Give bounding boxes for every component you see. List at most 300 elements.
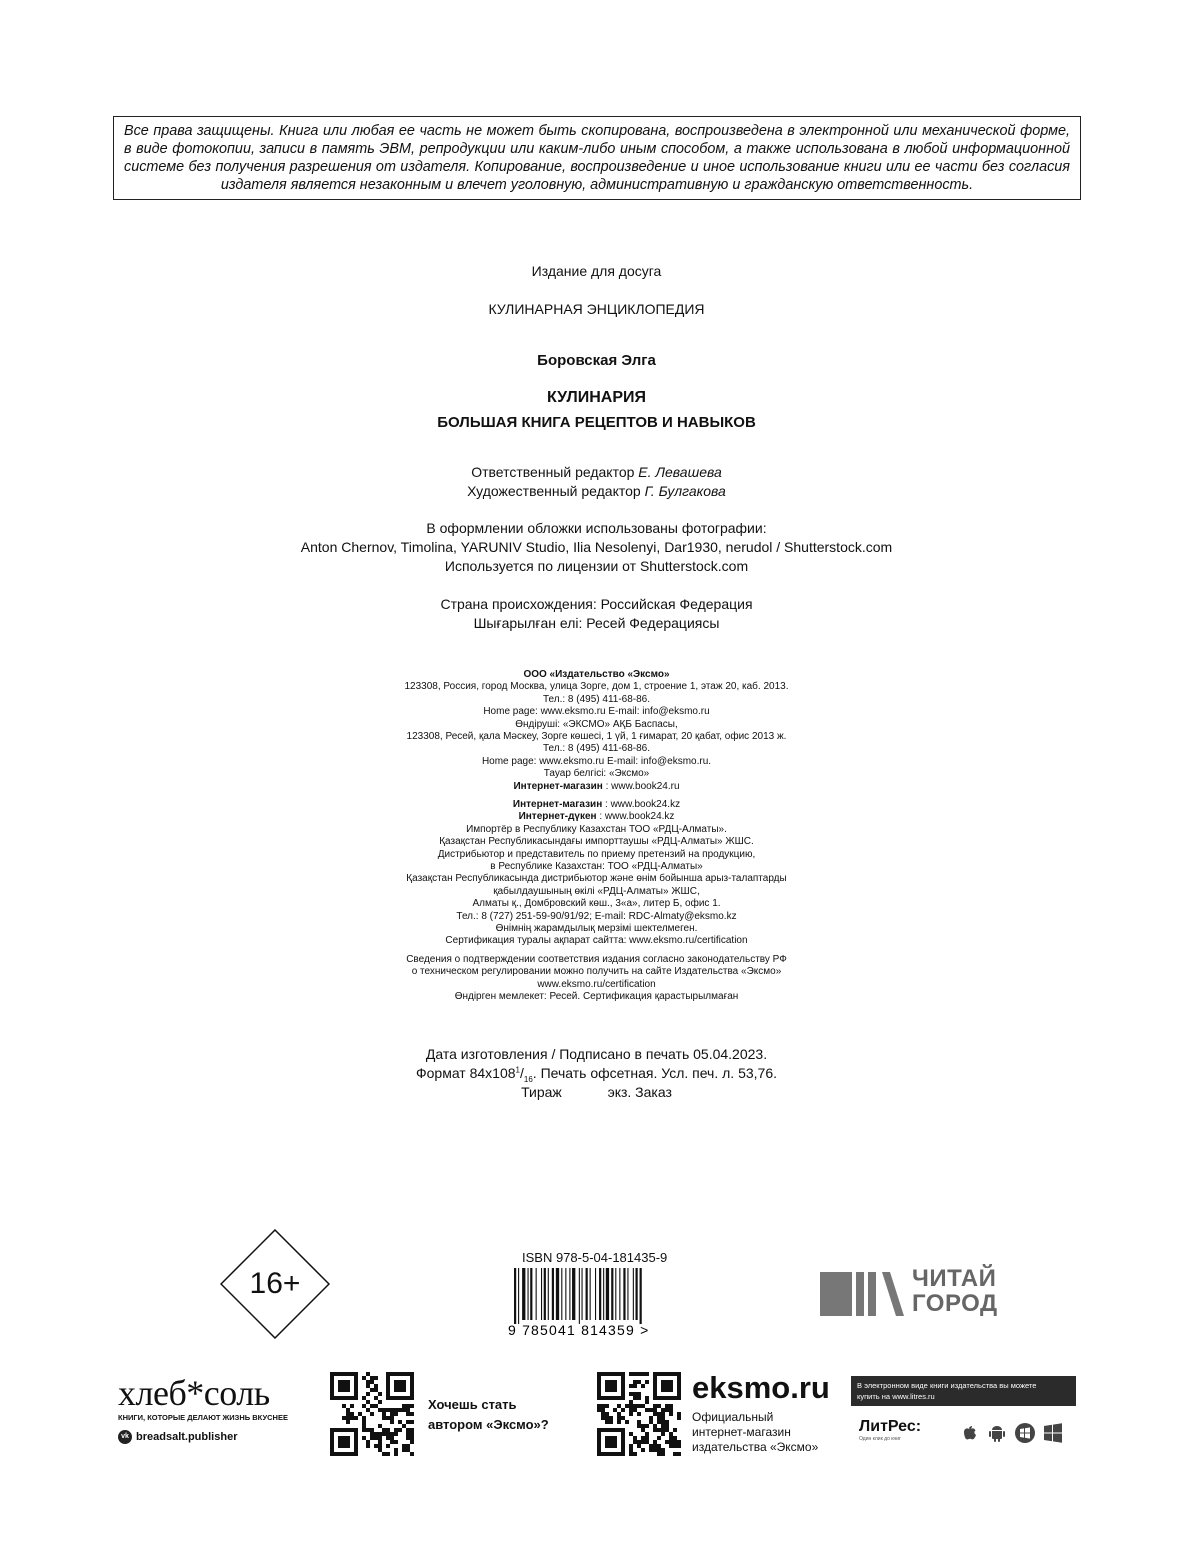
qr-module (661, 1448, 665, 1452)
qr-module (386, 1444, 390, 1448)
qr-module (665, 1424, 669, 1428)
qr-module (633, 1452, 637, 1456)
qr-module (370, 1436, 374, 1440)
edition-type: Издание для досуга (531, 263, 662, 279)
qr-module (657, 1444, 661, 1448)
qr-module (677, 1416, 681, 1420)
qr-module (410, 1420, 414, 1424)
publisher-line: Тел.: 8 (495) 411-68-86. (542, 743, 651, 755)
barcode-bar (561, 1268, 562, 1320)
qr-module (653, 1440, 657, 1444)
cover-photos-credits: Anton Chernov, Timolina, YARUNIV Studio, Ilia Nesolenyi, Dar1930, nerudol / Shutterstock.com (300, 539, 893, 555)
qr-module (390, 1436, 394, 1440)
hlebsol-tagline: КНИГИ, КОТОРЫЕ ДЕЛАЮТ ЖИЗНЬ ВКУСНЕЕ (118, 1413, 288, 1422)
publisher-line: в Республике Казахстан: ТОО «РДЦ-Алматы» (490, 861, 703, 872)
publisher-line: қабылдаушының өкілі «РДЦ-Алматы» ЖШС, (493, 885, 700, 897)
eksmo-store-line1: Официальный (692, 1410, 774, 1424)
qr-module (386, 1408, 390, 1412)
publisher-line: Дистрибьютор и представитель по приему претензий на продукцию, (437, 848, 756, 860)
origin-ru: Страна происхождения: Российская Федерация (440, 596, 753, 612)
qr-module (633, 1392, 637, 1396)
format-numerator: 1 (515, 1065, 520, 1075)
qr-module (665, 1428, 669, 1432)
litres-block (851, 1376, 1076, 1451)
qr-module (406, 1444, 410, 1448)
qr-module (661, 1416, 665, 1420)
qr-module (402, 1404, 406, 1408)
qr-module (657, 1428, 661, 1432)
qr-module (366, 1392, 370, 1396)
qr-code-author[interactable] (330, 1372, 414, 1456)
publisher-line-label: Интернет-магазин (512, 799, 603, 810)
qr-module (633, 1436, 637, 1440)
qr-module (601, 1408, 605, 1412)
cover-photos-heading: В оформлении обложки использованы фотографии: (426, 520, 767, 536)
qr-module (653, 1448, 657, 1452)
barcode-bar (640, 1268, 642, 1324)
qr-module (370, 1388, 374, 1392)
qr-module (410, 1412, 414, 1416)
publisher-line: Қазақстан Республикасында дистрибьютор және өнім бойынша арыз-талаптарды (406, 873, 787, 885)
qr-module (665, 1440, 669, 1444)
qr-module (637, 1444, 641, 1448)
qr-module (605, 1420, 609, 1424)
qr-module (633, 1408, 637, 1412)
qr-module (374, 1444, 378, 1448)
windows-phone-icon (1014, 1422, 1036, 1444)
qr-module (653, 1408, 657, 1412)
qr-module (394, 1432, 398, 1436)
art-editor (0, 483, 1193, 499)
barcode-bar (518, 1268, 519, 1324)
qr-module (629, 1452, 633, 1456)
barcode-bar (530, 1268, 532, 1320)
qr-module (350, 1412, 354, 1416)
qr-module (673, 1444, 677, 1448)
qr-module (390, 1412, 394, 1416)
qr-module (390, 1416, 394, 1420)
print-run-label: Тираж (521, 1084, 562, 1100)
qr-module (665, 1404, 669, 1408)
qr-module (617, 1416, 621, 1420)
qr-module (366, 1384, 370, 1388)
qr-module (641, 1424, 645, 1428)
eksmo-store-caption (692, 1410, 818, 1455)
art-editor-name: Г. Булгакова (644, 483, 726, 499)
author-promo-line1: Хочешь стать (428, 1397, 517, 1412)
book-subtitle: БОЛЬШАЯ КНИГА РЕЦЕПТОВ И НАВЫКОВ (437, 414, 756, 431)
qr-module (390, 1432, 394, 1436)
publisher-line-label: Интернет-дүкен (518, 811, 597, 823)
qr-module (637, 1420, 641, 1424)
qr-module (645, 1408, 649, 1412)
qr-module (637, 1412, 641, 1416)
publisher-line (0, 799, 1193, 811)
barcode-bar (615, 1268, 616, 1320)
qr-module (386, 1432, 390, 1436)
qr-module (406, 1404, 410, 1408)
series-name: КУЛИНАРНАЯ ЭНЦИКЛОПЕДИЯ (488, 301, 705, 317)
qr-module (669, 1436, 673, 1440)
qr-module (366, 1380, 370, 1384)
qr-module (366, 1444, 370, 1448)
author-promo-line2: автором «Эксмо»? (428, 1417, 549, 1432)
qr-module (386, 1436, 390, 1440)
qr-module (673, 1452, 677, 1456)
barcode-bar (544, 1268, 546, 1320)
qr-module (645, 1372, 649, 1376)
art-editor-label: Художественный редактор (467, 483, 641, 499)
qr-module (641, 1440, 645, 1444)
qr-module (406, 1428, 410, 1432)
qr-module (374, 1376, 378, 1380)
qr-finder (394, 1380, 406, 1392)
qr-finder (661, 1380, 673, 1392)
qr-module (629, 1412, 633, 1416)
qr-module (629, 1432, 633, 1436)
qr-module (601, 1404, 605, 1408)
qr-module (625, 1404, 629, 1408)
publisher-line: Home page: www.eksmo.ru E-mail: info@eksmo.ru (483, 706, 710, 718)
qr-module (394, 1412, 398, 1416)
windows-icon (1042, 1422, 1064, 1444)
qr-finder (338, 1436, 350, 1448)
qr-finder (338, 1380, 350, 1392)
qr-module (402, 1448, 406, 1452)
qr-module (366, 1408, 370, 1412)
qr-module (645, 1380, 649, 1384)
qr-module (354, 1416, 358, 1420)
barcode-bar (514, 1268, 516, 1324)
editor-label: Ответственный редактор (471, 464, 635, 480)
qr-module (350, 1416, 354, 1420)
publisher-line: Өнімнің жарамдылық мерзімі шектелмеген. (495, 923, 698, 934)
qr-finder (605, 1436, 617, 1448)
qr-module (629, 1372, 633, 1376)
qr-module (633, 1440, 637, 1444)
barcode-bar (536, 1268, 537, 1320)
eksmo-store-line2: интернет-магазин (692, 1425, 791, 1439)
publisher-line: о техническом регулировании можно получить на сайте Издательства «Эксмо» (411, 966, 782, 978)
author-name: Боровская Элга (537, 352, 656, 369)
qr-module (346, 1420, 350, 1424)
qr-module (657, 1416, 661, 1420)
qr-module (374, 1404, 378, 1408)
qr-module (677, 1412, 681, 1416)
print-format: Формат $84х108^1/_{16}$. Печать офсетная. Усл. печ. л. 53,76. (415, 1065, 777, 1084)
publisher-line: Сертификация туралы ақпарат сайтта: www.eksmo.ru/certification (445, 935, 748, 947)
age-rating-badge (220, 1229, 330, 1339)
publisher-line: 123308, Россия, город Москва, улица Зорге, дом 1, строение 1, этаж 20, каб. 2013. (404, 681, 789, 693)
qr-module (657, 1412, 661, 1416)
qr-module (633, 1384, 637, 1388)
publisher-line: Импортёр в Республику Казахстан ТОО «РДЦ-Алматы». (466, 823, 727, 835)
qr-module (641, 1448, 645, 1452)
qr-module (609, 1416, 613, 1420)
qr-module (366, 1428, 370, 1432)
qr-module (645, 1436, 649, 1440)
qr-module (366, 1400, 370, 1404)
qr-module (362, 1436, 366, 1440)
qr-module (665, 1408, 669, 1412)
eksmo-store-line3: издательства «Эксмо» (692, 1440, 819, 1454)
barcode-bar (569, 1268, 570, 1320)
qr-module (394, 1448, 398, 1452)
litres-notice-line2: купить на www.litres.ru (857, 1392, 935, 1401)
qr-module (669, 1440, 673, 1444)
qr-module (637, 1404, 641, 1408)
qr-module (362, 1428, 366, 1432)
qr-module (641, 1404, 645, 1408)
qr-module (342, 1416, 346, 1420)
chitai-gorod-logo (820, 1266, 1020, 1318)
qr-module (362, 1424, 366, 1428)
qr-code-eksmo-store[interactable] (597, 1372, 681, 1456)
qr-module (410, 1404, 414, 1408)
qr-module (370, 1404, 374, 1408)
qr-module (613, 1408, 617, 1412)
qr-module (625, 1420, 629, 1424)
qr-module (661, 1424, 665, 1428)
qr-module (402, 1408, 406, 1412)
publisher-line: Өндіруші: «ЭКСМО» АҚБ Баспасы, (515, 718, 678, 730)
publisher-line (0, 781, 1193, 793)
qr-module (653, 1412, 657, 1416)
qr-module (669, 1404, 673, 1408)
qr-module (346, 1416, 350, 1420)
qr-module (633, 1380, 637, 1384)
publisher-line: ООО «Издательство «Эксмо» (523, 669, 670, 680)
qr-module (394, 1440, 398, 1444)
publisher-line: www.eksmo.ru/certification (537, 978, 656, 990)
qr-module (410, 1436, 414, 1440)
qr-module (402, 1444, 406, 1448)
qr-module (605, 1416, 609, 1420)
qr-module (366, 1440, 370, 1444)
qr-module (629, 1384, 633, 1388)
hlebsol-vk-handle: breadsalt.publisher (136, 1431, 238, 1443)
qr-module (390, 1420, 394, 1424)
barcode-bar (633, 1268, 634, 1320)
qr-module (597, 1408, 601, 1412)
qr-module (406, 1412, 410, 1416)
qr-module (641, 1428, 645, 1432)
barcode-digits: 9 785041 814359 > (508, 1322, 650, 1338)
qr-module (669, 1432, 673, 1436)
qr-module (398, 1420, 402, 1424)
barcode-bar (636, 1268, 638, 1320)
qr-module (362, 1416, 366, 1420)
publisher-line: Сведения о подтверждении соответствия издания согласно законодательству РФ (406, 953, 787, 965)
barcode-bar (541, 1268, 542, 1320)
barcode-bar (606, 1268, 609, 1320)
qr-module (661, 1452, 665, 1456)
qr-module (637, 1392, 641, 1396)
qr-module (342, 1404, 346, 1408)
barcode-bar (552, 1268, 554, 1320)
qr-module (621, 1408, 625, 1412)
qr-module (398, 1428, 402, 1432)
publisher-line-value: : www.book24.kz (596, 811, 675, 823)
qr-module (350, 1404, 354, 1408)
qr-module (657, 1404, 661, 1408)
qr-module (661, 1408, 665, 1412)
qr-module (390, 1408, 394, 1412)
qr-module (649, 1416, 653, 1420)
qr-module (629, 1400, 633, 1404)
qr-module (378, 1424, 382, 1428)
litres-logo: ЛитРес: (859, 1418, 922, 1435)
cover-photos-license: Используется по лицензии от Shutterstock.com (444, 558, 749, 574)
qr-module (370, 1432, 374, 1436)
qr-module (410, 1452, 414, 1456)
qr-module (366, 1372, 370, 1376)
qr-module (653, 1424, 657, 1428)
hlebsol-logo: хлеб*соль (118, 1373, 270, 1413)
qr-module (657, 1436, 661, 1440)
barcode-bar (522, 1268, 525, 1320)
qr-module (410, 1428, 414, 1432)
qr-module (370, 1412, 374, 1416)
barcode-bar (590, 1268, 591, 1320)
qr-module (406, 1420, 410, 1424)
qr-module (653, 1444, 657, 1448)
qr-module (645, 1396, 649, 1400)
qr-module (641, 1384, 645, 1388)
barcode-bar (599, 1268, 601, 1320)
qr-module (382, 1432, 386, 1436)
qr-module (645, 1400, 649, 1404)
publisher-line: Өндірген мемлекет: Ресей. Сертификация қарастырылмаған (454, 991, 739, 1002)
qr-module (406, 1448, 410, 1452)
hlebsol-vk-link[interactable] (118, 1430, 308, 1444)
qr-module (378, 1440, 382, 1444)
publisher-line-value: : www.book24.ru (602, 780, 680, 792)
qr-module (406, 1408, 410, 1412)
qr-module (370, 1376, 374, 1380)
publisher-line (0, 811, 1193, 823)
qr-module (617, 1412, 621, 1416)
qr-module (601, 1416, 605, 1420)
qr-module (661, 1432, 665, 1436)
qr-module (637, 1440, 641, 1444)
qr-module (374, 1396, 378, 1400)
qr-module (402, 1424, 406, 1428)
origin-kz: Шығарылған елі: Ресей Федерациясы (473, 615, 720, 631)
qr-module (382, 1428, 386, 1432)
qr-module (378, 1400, 382, 1404)
format-prefix: Формат 84х108 (415, 1065, 516, 1081)
barcode-bar (611, 1268, 613, 1320)
qr-module (362, 1420, 366, 1424)
qr-module (346, 1412, 350, 1416)
qr-module (378, 1392, 382, 1396)
qr-module (657, 1452, 661, 1456)
qr-module (637, 1396, 641, 1400)
qr-module (649, 1444, 653, 1448)
qr-module (374, 1388, 378, 1392)
qr-module (677, 1452, 681, 1456)
qr-module (669, 1412, 673, 1416)
qr-module (669, 1444, 673, 1448)
qr-module (637, 1372, 641, 1376)
publisher-line: Тауар белгісі: «Эксмо» (543, 768, 650, 780)
qr-module (633, 1372, 637, 1376)
qr-module (617, 1420, 621, 1424)
litres-notice-line1: В электронном виде книги издательства вы можете (857, 1381, 1037, 1390)
qr-module (649, 1420, 653, 1424)
barcode-bar (548, 1268, 549, 1320)
qr-module (378, 1436, 382, 1440)
qr-module (382, 1408, 386, 1412)
barcode-bar (586, 1268, 588, 1320)
book-title: КУЛИНАРИЯ (546, 389, 646, 406)
qr-module (394, 1408, 398, 1412)
qr-module (677, 1440, 681, 1444)
qr-module (629, 1404, 633, 1408)
qr-module (374, 1384, 378, 1388)
age-rating-text: 16+ (249, 1267, 301, 1300)
qr-module (370, 1380, 374, 1384)
litres-slogan: Один клик до книг (859, 1436, 901, 1442)
publisher-line: Алматы қ., Домбровский көш., 3«а», литер Б, офис 1. (472, 898, 721, 910)
qr-finder (605, 1380, 617, 1392)
qr-module (398, 1408, 402, 1412)
qr-module (673, 1436, 677, 1440)
qr-module (677, 1444, 681, 1448)
qr-module (661, 1428, 665, 1432)
qr-module (661, 1412, 665, 1416)
barcode-bar (572, 1268, 575, 1320)
print-run-order: экз. Заказ (607, 1084, 672, 1100)
qr-module (633, 1404, 637, 1408)
print-run (0, 1084, 1193, 1100)
qr-module (382, 1452, 386, 1456)
qr-module (378, 1448, 382, 1452)
qr-module (641, 1436, 645, 1440)
qr-module (386, 1452, 390, 1456)
publisher-line: Home page: www.eksmo.ru E-mail: info@eksmo.ru. (481, 755, 712, 767)
qr-module (378, 1432, 382, 1436)
chitai-gorod-icon (820, 1266, 908, 1318)
qr-module (645, 1440, 649, 1444)
qr-module (406, 1436, 410, 1440)
qr-module (358, 1412, 362, 1416)
barcode-bar (528, 1268, 529, 1320)
qr-module (386, 1416, 390, 1420)
qr-module (645, 1424, 649, 1428)
qr-module (406, 1432, 410, 1436)
android-icon (986, 1422, 1008, 1444)
qr-module (370, 1428, 374, 1432)
publisher-line-value: : www.book24.kz (602, 799, 681, 810)
isbn-barcode (508, 1268, 698, 1338)
qr-module (386, 1428, 390, 1432)
barcode-bar (579, 1268, 580, 1324)
format-suffix: . Печать офсетная. Усл. печ. л. 53,76. (532, 1065, 777, 1081)
qr-module (665, 1420, 669, 1424)
qr-module (601, 1412, 605, 1416)
qr-module (637, 1424, 641, 1428)
qr-module (362, 1396, 366, 1400)
qr-module (382, 1412, 386, 1416)
barcode-bar (627, 1268, 628, 1320)
qr-module (629, 1448, 633, 1452)
rights-notice: Все права защищены. Книга или любая ее часть не может быть скопирована, воспроизведена в электронной или механической форме, в виде фотокопии, записи в память ЭВМ, репродукции или каким-либо иным способом, а также использована в любой информационной системе без получения разрешения от издателя. Копирование, воспроизведение и иное использование книги или ее части без согласия издателя является незаконным и влечет уголовную, административную и гражданскую ответственность. (113, 116, 1081, 200)
qr-module (673, 1428, 677, 1432)
qr-module (346, 1408, 350, 1412)
qr-module (653, 1428, 657, 1432)
